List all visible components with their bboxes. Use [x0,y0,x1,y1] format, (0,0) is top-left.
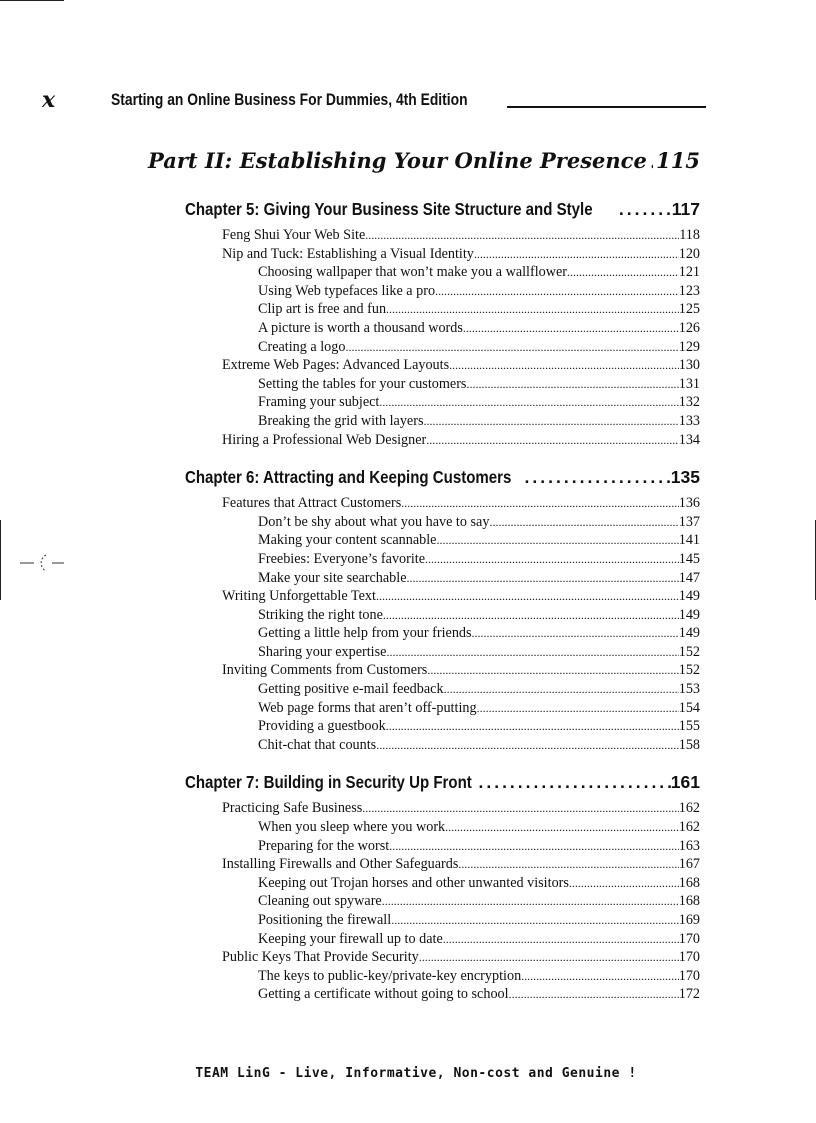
table-of-contents [0,196,816,1004]
toc-section-entry[interactable] [222,494,700,513]
entry-page: 153 [678,681,700,698]
entry-title: Creating a logo [258,338,346,355]
entry-page: 149 [678,588,700,605]
dot-leader [569,874,679,893]
header-rule [507,106,706,108]
entry-page: 134 [678,431,700,448]
entry-page: 132 [678,394,700,411]
dot-leader [435,282,679,301]
entry-title: Getting a certificate without going to school [258,986,509,1003]
toc-subsection-entry[interactable] [258,606,700,625]
toc-section-entry[interactable] [222,431,700,450]
chapter-page: 135 [670,467,700,488]
dot-leader [362,799,678,818]
dot-leader [449,356,679,375]
dot-leader [423,412,678,431]
entry-page: 152 [678,643,700,660]
toc-section-entry[interactable] [222,587,700,606]
entry-title: Extreme Web Pages: Advanced Layouts [222,357,450,374]
dot-leader [458,855,678,874]
dot-leader [383,606,679,625]
toc-section-entry[interactable] [222,855,700,874]
entry-page: 170 [678,930,700,947]
toc-subsection-entry[interactable] [258,338,700,357]
dot-leader [345,338,678,357]
entry-title: Practicing Safe Business [222,800,363,817]
dot-leader [419,948,679,967]
toc-subsection-entry[interactable] [258,837,700,856]
dot-leader [426,431,678,450]
entry-page: 170 [678,967,700,984]
dot-leader [386,643,678,662]
dot-leader [379,393,678,412]
entry-page: 162 [678,800,700,817]
dot-leader [376,587,679,606]
toc-subsection-entry[interactable] [258,282,700,301]
toc-section-entry[interactable] [222,661,700,680]
toc-subsection-entry[interactable] [258,717,700,736]
dot-leader [436,531,678,550]
entry-title: Choosing wallpaper that won’t make you a wallflower [258,264,568,281]
toc-subsection-entry[interactable] [258,531,700,550]
part-title: Part II: Establishing Your Online Presence [148,148,647,173]
crop-mark-top [0,0,64,1]
chapter-heading[interactable] [185,769,700,795]
toc-subsection-entry[interactable] [258,513,700,532]
entry-page: 131 [678,375,700,392]
dot-leader [386,300,679,319]
dot-leader [472,769,670,795]
toc-subsection-entry[interactable] [258,680,700,699]
entry-title: Writing Unforgettable Text [222,588,376,605]
entry-title: Getting a little help from your friends [258,625,472,642]
entry-title: Getting positive e-mail feedback [258,681,444,698]
chapter-title: Chapter 5: Giving Your Business Site Structure and Style [185,199,593,219]
dot-leader [463,319,679,338]
chapter-heading[interactable] [185,464,700,490]
toc-subsection-entry[interactable] [258,643,700,662]
entry-title: Striking the right tone [258,606,383,623]
entry-title: Keeping out Trojan horses and other unwanted visitors [258,874,569,891]
toc-subsection-entry[interactable] [258,412,700,431]
dot-leader [477,699,679,718]
toc-subsection-entry[interactable] [258,699,700,718]
part-page: 115 [656,148,700,173]
toc-subsection-entry[interactable] [258,892,700,911]
dot-leader [376,736,679,755]
toc-subsection-entry[interactable] [258,375,700,394]
toc-subsection-entry[interactable] [258,319,700,338]
entry-page: 123 [678,282,700,299]
entry-title: Using Web typefaces like a pro [258,282,436,299]
entry-title: Breaking the grid with layers [258,412,424,429]
dot-leader [382,892,679,911]
dot-leader [401,494,678,513]
entry-page: 172 [678,986,700,1003]
toc-subsection-entry[interactable] [258,967,700,986]
chapter-heading[interactable] [185,196,700,222]
toc-section-entry[interactable] [222,356,700,375]
entry-page: 149 [678,606,700,623]
entry-page: 162 [678,819,700,836]
entry-page: 129 [678,338,700,355]
toc-section-entry[interactable] [222,226,700,245]
dot-leader [650,146,653,176]
dot-leader [567,263,679,282]
entry-page: 136 [678,495,700,512]
entry-page: 145 [678,550,700,567]
toc-subsection-entry[interactable] [258,300,700,319]
entry-title: Chit-chat that counts [258,736,377,753]
entry-page: 149 [678,625,700,642]
chapter-title: Chapter 6: Attracting and Keeping Customers [185,467,512,488]
toc-subsection-entry[interactable] [258,930,700,949]
dot-leader [521,967,679,986]
entry-page: 155 [678,718,700,735]
entry-title: Hiring a Professional Web Designer [222,431,427,448]
entry-page: 169 [678,912,700,928]
dot-leader [389,837,679,856]
entry-title: Make your site searchable [258,569,407,586]
chapter-title: Chapter 7: Building in Security Up Front [185,772,472,793]
dot-leader [474,245,679,264]
entry-title: A picture is worth a thousand words [258,319,463,336]
chapter-page: 117 [671,199,700,219]
entry-title: Keeping your firewall up to date [258,930,443,947]
page-number: x [42,87,56,113]
dot-leader [613,196,672,222]
toc-section-entry[interactable] [222,799,700,818]
entry-title: Preparing for the worst [258,837,390,854]
entry-page: 120 [678,245,700,262]
entry-title: Installing Firewalls and Other Safeguards [222,856,459,873]
entry-title: Providing a guestbook [258,718,386,735]
toc-section-entry[interactable] [222,245,700,264]
dot-leader [509,985,679,1004]
entry-title: Inviting Comments from Customers [222,662,428,679]
dot-leader [386,717,679,736]
entry-page: 163 [678,837,700,854]
toc-subsection-entry[interactable] [258,911,700,930]
dot-leader [365,226,679,245]
dot-leader [489,513,678,532]
entry-title: Don’t be shy about what you have to say [258,513,490,530]
entry-page: 137 [678,513,700,530]
entry-page: 118 [679,227,700,243]
dot-leader [519,464,671,490]
dot-leader [427,661,678,680]
entry-title: Freebies: Everyone’s favorite [258,550,426,567]
entry-title: Clip art is free and fun [258,301,387,318]
entry-title: Cleaning out spyware [258,893,382,910]
entry-title: The keys to public-key/private-key encryption [258,967,522,984]
dot-leader [472,624,679,643]
entry-page: 133 [678,412,700,429]
toc-subsection-entry[interactable] [258,393,700,412]
entry-title: Feng Shui Your Web Site [222,227,366,243]
entry-title: Framing your subject [258,394,380,411]
toc-subsection-entry[interactable] [258,550,700,569]
dot-leader [391,911,679,930]
toc-subsection-entry[interactable] [258,263,700,282]
dot-leader [444,680,679,699]
entry-page: 152 [678,662,700,679]
toc-subsection-entry[interactable] [258,818,700,837]
entry-page: 147 [678,569,700,586]
entry-title: When you sleep where you work [258,819,446,836]
entry-page: 130 [678,357,700,374]
entry-page: 158 [678,736,700,753]
entry-page: 121 [678,264,700,281]
entry-page: 154 [678,699,700,716]
entry-page: 168 [678,893,700,910]
entry-page: 167 [678,856,700,873]
dot-leader [466,375,678,394]
toc-subsection-entry[interactable] [258,985,700,1004]
chapter-page: 161 [670,772,700,793]
entry-title: Features that Attract Customers [222,495,402,512]
entry-title: Making your content scannable [258,532,437,549]
entry-page: 170 [678,949,700,966]
toc-subsection-entry[interactable] [258,624,700,643]
entry-page: 125 [678,301,700,318]
entry-title: Sharing your expertise [258,643,387,660]
footer-banner: TEAM LinG - Live, Informative, Non-cost and Genuine ! [195,1066,637,1081]
entry-title: Positioning the firewall [258,912,392,928]
entry-title: Public Keys That Provide Security [222,949,419,966]
toc-section-entry[interactable] [222,948,700,967]
running-head-title: Starting an Online Business For Dummies, 4th Edition [111,91,468,109]
dot-leader [445,818,679,837]
toc-subsection-entry[interactable] [258,874,700,893]
entry-page: 141 [678,532,700,549]
entry-title: Setting the tables for your customers [258,375,467,392]
entry-page: 168 [678,874,700,891]
toc-subsection-entry[interactable] [258,569,700,588]
toc-subsection-entry[interactable] [258,736,700,755]
dot-leader [425,550,679,569]
part-heading [148,146,700,176]
entry-title: Nip and Tuck: Establishing a Visual Identity [222,245,474,262]
entry-page: 126 [678,319,700,336]
dot-leader [443,930,679,949]
dot-leader [407,569,679,588]
entry-title: Web page forms that aren’t off-putting [258,699,477,716]
